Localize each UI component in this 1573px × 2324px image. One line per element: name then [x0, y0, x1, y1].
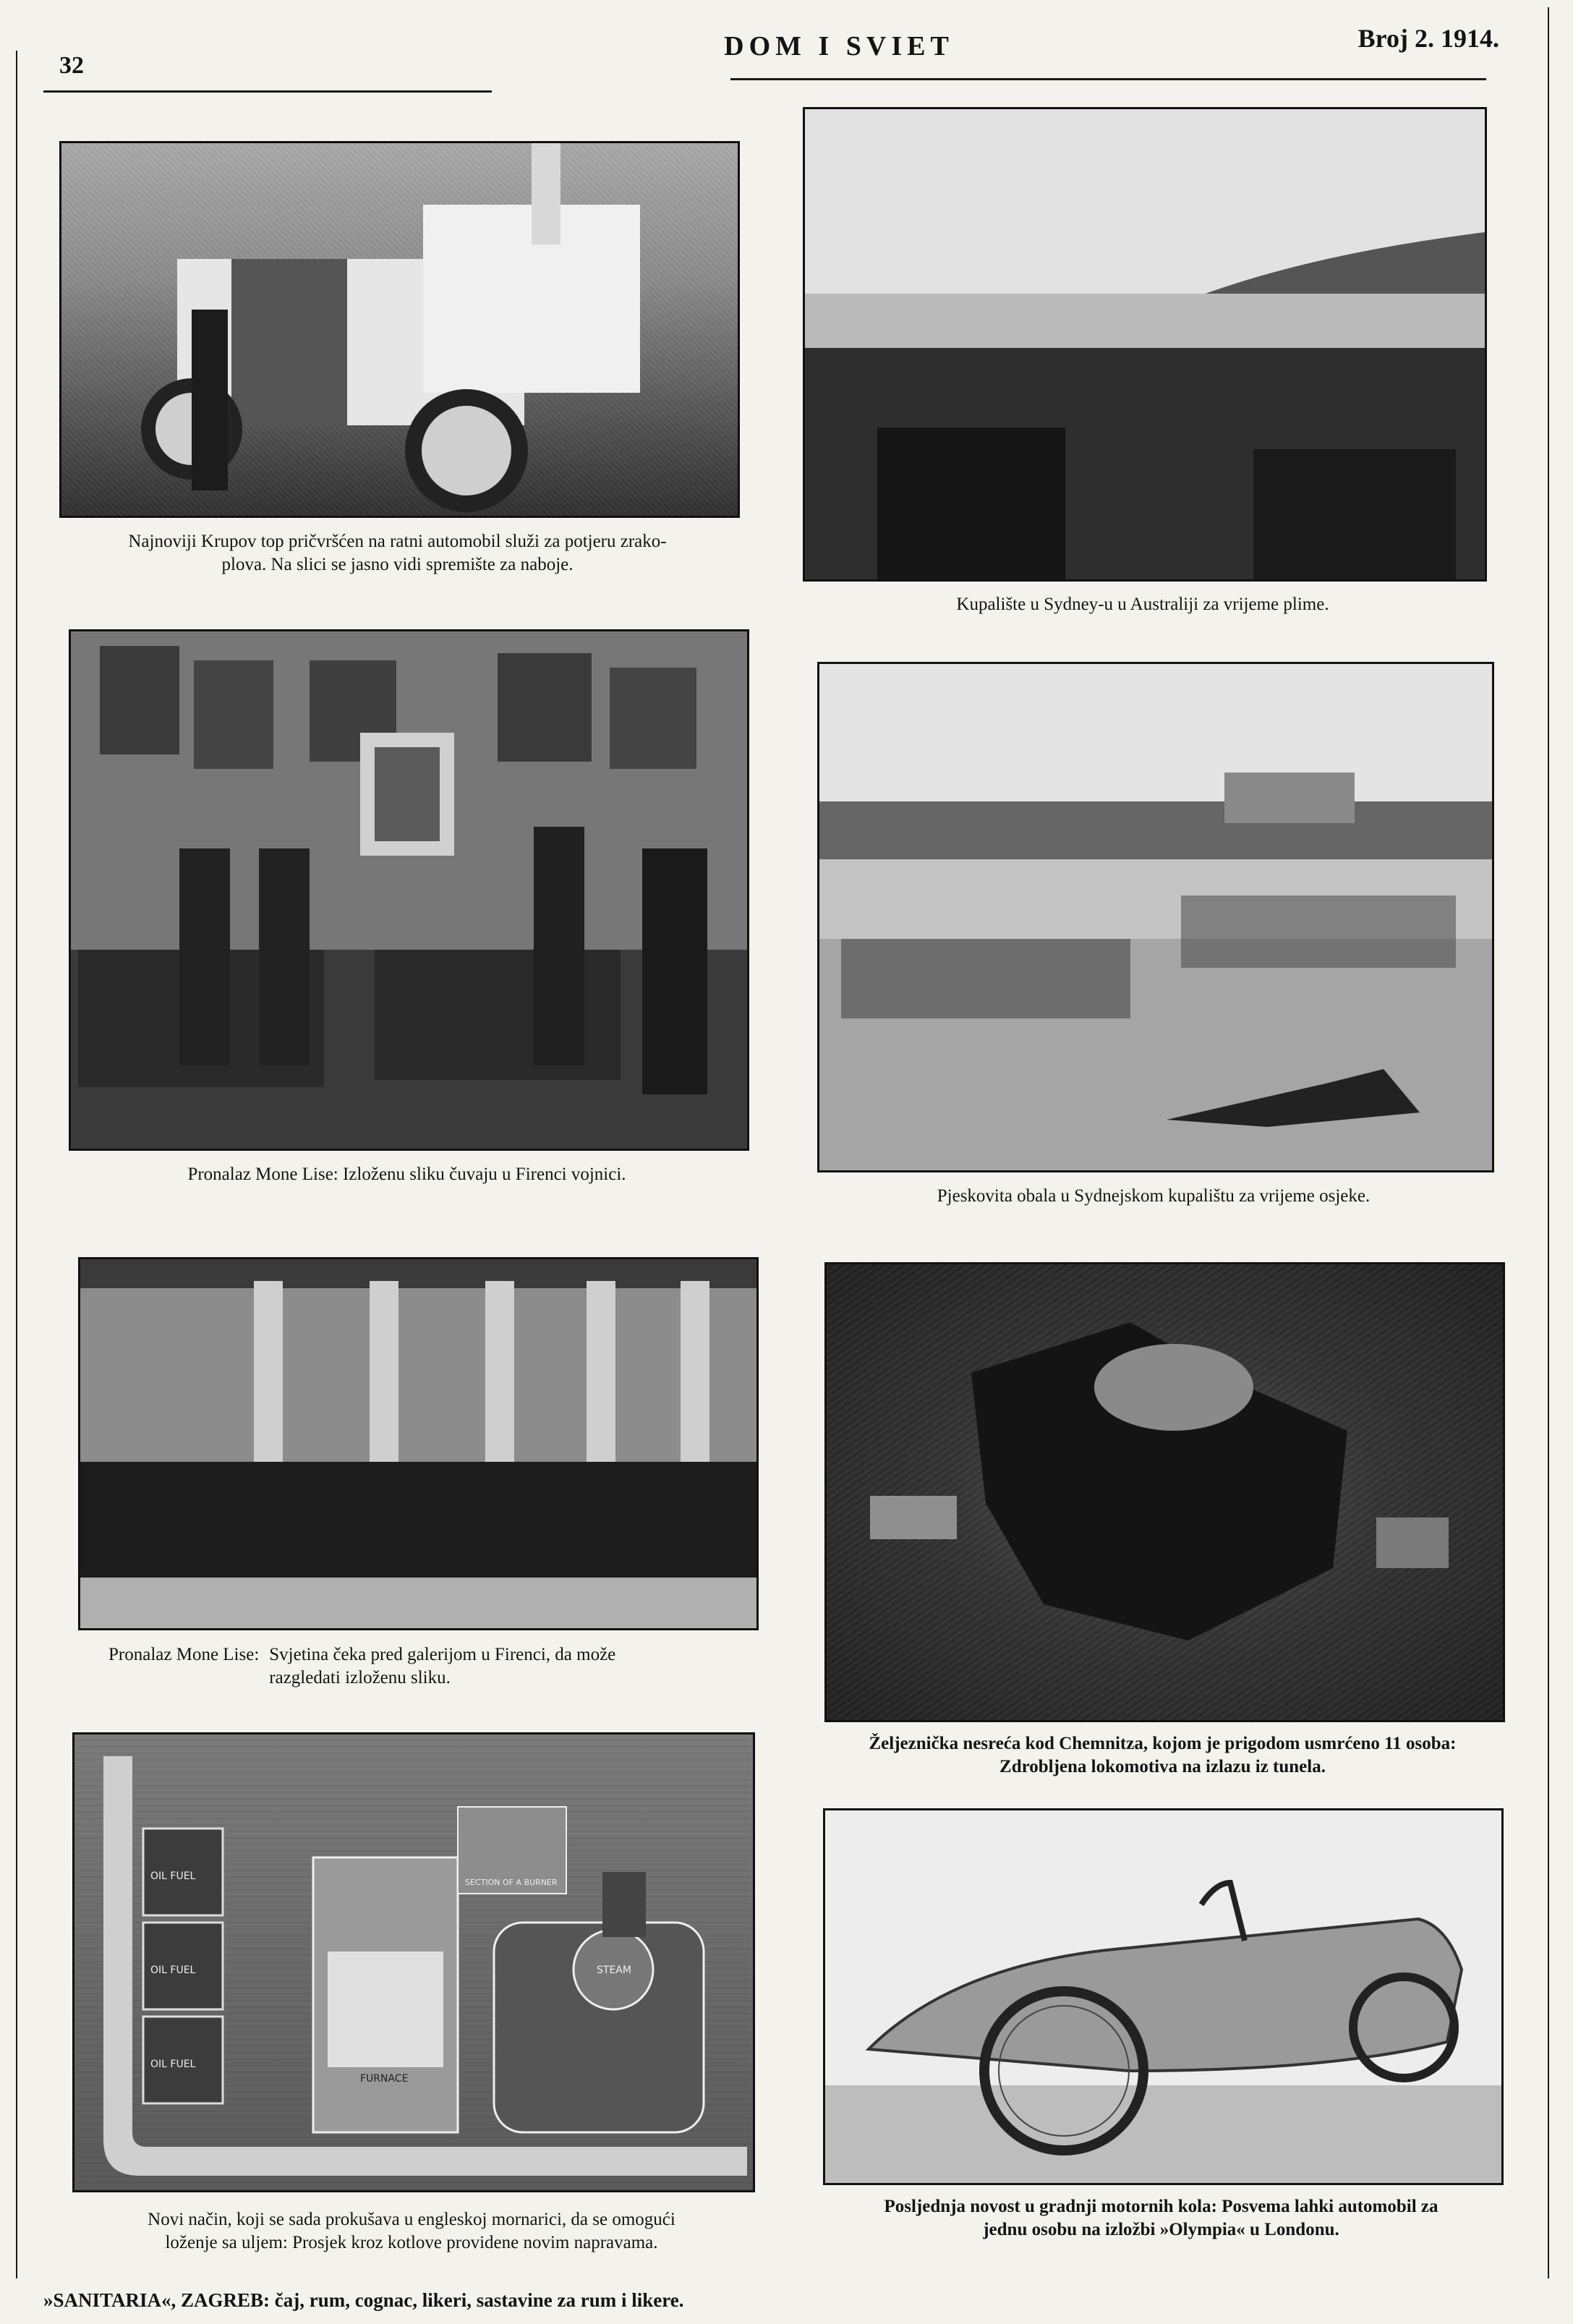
- chemnitz-accident-illustration: [827, 1264, 1503, 1720]
- mona-lisa-soldiers-photo: [69, 629, 749, 1151]
- florence-crowd-caption-line2: razgledati izloženu sliku.: [269, 1668, 451, 1687]
- sydney-high-tide-caption: Kupalište u Sydney-u u Australiji za vrijeme plime.: [956, 595, 1329, 614]
- chemnitz-accident-caption-line2: Zdrobljena lokomotiva na izlazu iz tunela.: [999, 1757, 1326, 1776]
- chemnitz-accident-caption-line1: Željeznička nesreća kod Chemnitza, kojom je prigodom usmrćeno 11 osoba:: [869, 1734, 1457, 1753]
- navy-boiler-caption-line1: Novi način, koji se sada prokušava u engleskoj mornarici, da se omogući: [148, 2210, 675, 2229]
- issue-label: Broj 2. 1914.: [1357, 24, 1499, 53]
- krupp-gun-caption: [59, 530, 736, 576]
- chemnitz-accident-caption: [824, 1732, 1501, 1779]
- olympia-car-caption-line1: Posljednja novost u gradnji motornih kola: Posvema lahki automobil za: [884, 2197, 1438, 2216]
- diagram-label-burner-section: SECTION OF A BURNER: [465, 1878, 558, 1887]
- page-frame-right: [1548, 7, 1549, 2278]
- olympia-car-caption: [823, 2195, 1499, 2242]
- header-rule-right: [730, 78, 1486, 80]
- header-rule-left: [43, 90, 492, 93]
- footer-advert: »SANITARIA«, ZAGREB: čaj, rum, cognac, likeri, sastavine za rum i likere.: [43, 2289, 684, 2311]
- florence-crowd-illustration: [80, 1259, 756, 1628]
- olympia-car-illustration: [825, 1810, 1501, 2183]
- olympia-car-caption-line2: jednu osobu na izložbi »Olympia« u Londonu.: [983, 2220, 1339, 2239]
- diagram-label-oil-fuel-2: OIL FUEL: [150, 1965, 196, 1976]
- sydney-high-tide-photo: [803, 107, 1487, 582]
- diagram-label-oil-fuel-1: OIL FUEL: [150, 1870, 196, 1882]
- florence-crowd-caption-lead: Pronalaz Mone Lise:: [108, 1645, 260, 1664]
- sydney-low-tide-illustration: [819, 664, 1492, 1170]
- sydney-low-tide-photo: [817, 662, 1494, 1172]
- krupp-gun-caption-line2: plova. Na slici se jasno vidi spremište za naboje.: [221, 555, 574, 574]
- masthead-title: DOM I SVIET: [724, 31, 954, 61]
- sydney-high-tide-illustration: [805, 109, 1485, 579]
- diagram-label-furnace: FURNACE: [360, 2073, 409, 2085]
- krupp-gun-photo: [59, 141, 740, 518]
- sydney-low-tide-caption: Pjeskovita obala u Sydnejskom kupalištu za vrijeme osjeke.: [937, 1186, 1370, 1206]
- olympia-car-photo: [823, 1808, 1504, 2185]
- chemnitz-accident-photo: [824, 1262, 1505, 1722]
- diagram-label-oil-fuel-3: OIL FUEL: [150, 2059, 196, 2070]
- page-number: 32: [59, 52, 84, 79]
- florence-crowd-caption-line1: Svjetina čeka pred galerijom u Firenci, da može: [269, 1645, 616, 1664]
- krupp-gun-illustration: [61, 143, 738, 516]
- navy-boiler-illustration: [74, 1735, 753, 2190]
- florence-crowd-caption: [108, 1643, 745, 1690]
- florence-crowd-photo: [78, 1257, 759, 1630]
- diagram-label-steam: STEAM: [597, 1965, 631, 1976]
- navy-boiler-caption: [72, 2208, 751, 2255]
- navy-boiler-caption-line2: loženje sa uljem: Prosjek kroz kotlove providene novim napravama.: [165, 2233, 658, 2252]
- mona-lisa-soldiers-illustration: [71, 631, 747, 1149]
- mona-lisa-soldiers-caption: Pronalaz Mone Lise: Izloženu sliku čuvaju u Firenci vojnici.: [187, 1165, 626, 1184]
- navy-boiler-diagram: [72, 1732, 755, 2192]
- krupp-gun-caption-line1: Najnoviji Krupov top pričvršćen na ratni automobil služi za potjeru zrako-: [128, 532, 667, 551]
- page-frame-left: [16, 51, 17, 2278]
